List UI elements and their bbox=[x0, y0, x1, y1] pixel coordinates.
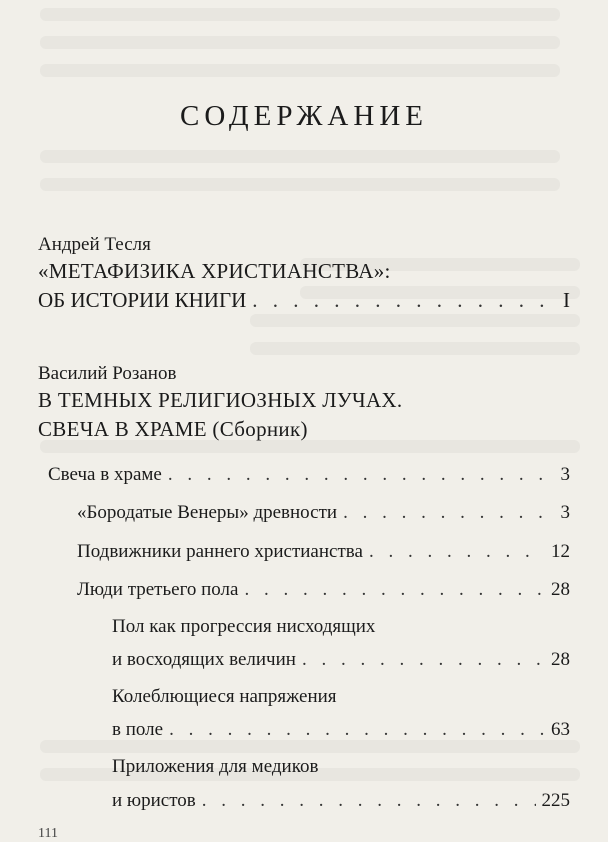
leader-dots bbox=[369, 539, 545, 564]
toc-row[interactable] bbox=[77, 577, 570, 602]
entry-label: и юристов bbox=[112, 790, 196, 811]
footer-page-number: 111 bbox=[38, 826, 58, 841]
page-number: I bbox=[563, 288, 570, 312]
main-title-line2: СВЕЧА В ХРАМЕ (Сборник) bbox=[38, 417, 308, 441]
toc-row[interactable] bbox=[77, 500, 570, 525]
entry-label-line1: Колеблющиеся напряжения bbox=[112, 686, 337, 707]
intro-section bbox=[38, 232, 578, 286]
page-number: 28 bbox=[551, 579, 570, 600]
intro-title-line1: «МЕТАФИЗИКА ХРИСТИАНСТВА»: bbox=[38, 259, 391, 283]
leader-dots bbox=[343, 500, 554, 525]
page-number: 28 bbox=[551, 649, 570, 670]
main-title-line1: В ТЕМНЫХ РЕЛИГИОЗНЫХ ЛУЧАХ. bbox=[38, 388, 403, 412]
toc-row[interactable] bbox=[112, 717, 570, 742]
toc-row[interactable] bbox=[112, 647, 570, 672]
entry-label: и восходящих величин bbox=[112, 649, 296, 670]
toc-row[interactable] bbox=[48, 462, 570, 487]
entry-label: Свеча в храме bbox=[48, 464, 162, 485]
leader-dots bbox=[168, 462, 555, 487]
intro-title-line2: ОБ ИСТОРИИ КНИГИ bbox=[38, 288, 247, 312]
main-author: Василий Розанов bbox=[38, 363, 177, 384]
entry-label: в поле bbox=[112, 719, 164, 740]
entry-label-line1: Пол как прогрессия нисходящих bbox=[112, 616, 376, 637]
entry-label: Люди третьего пола bbox=[77, 579, 239, 600]
leader-dots bbox=[202, 788, 536, 813]
main-section bbox=[38, 361, 578, 444]
entry-label-line1: Приложения для медиков bbox=[112, 756, 319, 777]
page-number: 12 bbox=[551, 541, 570, 562]
page-number: 63 bbox=[551, 719, 570, 740]
leader-dots bbox=[302, 647, 545, 672]
leader-dots bbox=[169, 717, 545, 742]
leader-dots bbox=[252, 286, 557, 315]
intro-author: Андрей Тесля bbox=[38, 234, 151, 255]
page-number: 3 bbox=[560, 502, 570, 523]
page-title: СОДЕРЖАНИЕ bbox=[180, 100, 428, 132]
page-number: 225 bbox=[541, 790, 570, 811]
toc-row[interactable] bbox=[77, 539, 570, 564]
entry-label: Подвижники раннего христианства bbox=[77, 541, 363, 562]
toc-row-intro[interactable] bbox=[38, 286, 570, 315]
entry-label: «Бородатые Венеры» древности bbox=[77, 502, 338, 523]
toc-row[interactable] bbox=[112, 788, 570, 813]
leader-dots bbox=[244, 577, 545, 602]
page-number: 3 bbox=[560, 464, 570, 485]
